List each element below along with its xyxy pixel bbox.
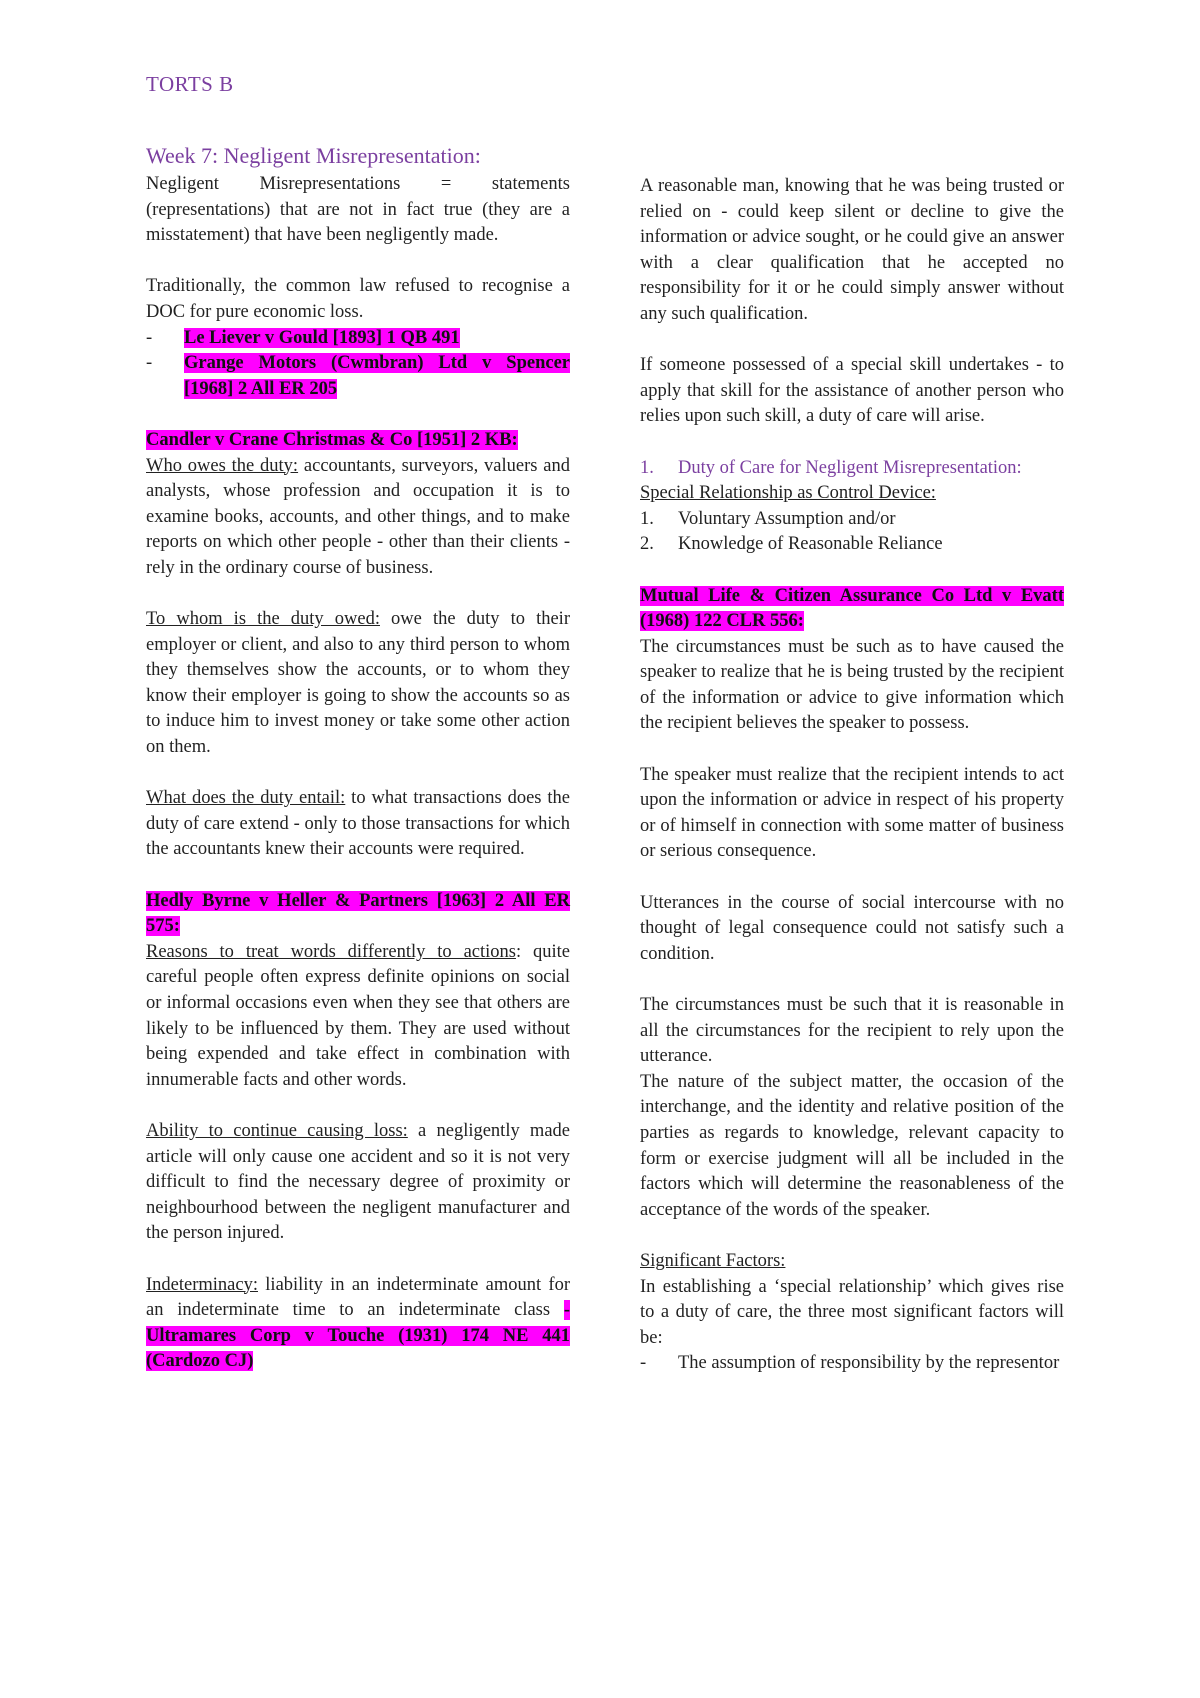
ultramares-citation: - Ultramares Corp v Touche (1931) 174 NE 441 (Cardozo CJ)	[146, 1300, 570, 1372]
duty-entail-label: What does the duty entail:	[146, 788, 346, 809]
mutual-paragraph-5: The nature of the subject matter, the occasion of the interchange, and the identity and relative position of the parties as regards to knowledge, relevant capacity to form or exercise judgment will all be included in the factors which will determine the reasonableness of the acceptance of the words of the speaker.	[640, 1071, 1064, 1220]
list-item: - The assumption of responsibility by the representor	[640, 1353, 1060, 1374]
intro-paragraph: Negligent Misrepresentations = statements (representations) that are not in fact true (they are a misstatement) that have been negligently made.	[146, 174, 570, 246]
list-item: - Le Liever v Gould [1893] 1 QB 491	[146, 327, 460, 348]
list-item: 2. Knowledge of Reasonable Reliance	[640, 534, 943, 555]
significant-factors-label: Significant Factors:	[640, 1250, 786, 1271]
case-citation: Grange Motors (Cwmbran) Ltd v Spencer [1968] 2 All ER 205	[184, 353, 570, 399]
hedly-heading: Hedly Byrne v Heller & Partners [1963] 2 All ER 575:	[146, 890, 570, 937]
ability-label: Ability to continue causing loss:	[146, 1120, 408, 1141]
early-cases-list	[146, 326, 570, 403]
special-skill-paragraph: If someone possessed of a special skill undertakes - to apply that skill for the assistance of another person who relies upon such skill, a duty of care will arise.	[640, 355, 1064, 427]
to-whom-paragraph: To whom is the duty owed: owe the duty to their employer or client, and also to any third person to whom they themselves show the accounts, or to whom they know their employer is going to show the accounts so as to induce him to invest money or take some other action on them.	[146, 609, 570, 758]
to-whom-label: To whom is the duty owed:	[146, 609, 380, 630]
reasons-label: Reasons to treat words differently to actions	[146, 941, 516, 962]
control-device-list	[640, 507, 1064, 558]
left-column	[146, 142, 570, 1375]
significant-factors-paragraph: In establishing a ‘special relationship’ which gives rise to a duty of care, the three most significant factors will be:	[640, 1276, 1064, 1348]
indeterminacy-paragraph: Indeterminacy: liability in an indeterminate amount for an indeterminate time to an indeterminate class - Ultramares Corp v Touche (1931) 174 NE 441 (Cardozo CJ)	[146, 1274, 570, 1372]
mutual-paragraph-4: The circumstances must be such that it is reasonable in all the circumstances for the recipient to rely upon the utterance.	[640, 995, 1064, 1067]
reasonable-man-paragraph: A reasonable man, knowing that he was being trusted or relied on - could keep silent or decline to give the information or advice sought, or he could give an answer with a clear qualification that he accepted no responsibility for it or he could simply answer without any such qualification.	[640, 176, 1064, 324]
who-owes-paragraph: Who owes the duty: accountants, surveyors, valuers and analysts, whose profession and occupation it is to examine books, accounts, and other things, and to make reports on which other people - other than their clients - rely in the ordinary course of business.	[146, 455, 570, 578]
mutual-paragraph-3: Utterances in the course of social intercourse with no thought of legal consequence could not satisfy such a condition.	[640, 892, 1064, 964]
ability-paragraph: Ability to continue causing loss: a negligently made article will only cause one accident and so it is not very difficult to find the necessary degree of proximity or neighbourhood between the negligent manufacturer and the person injured.	[146, 1120, 570, 1244]
candler-heading: Candler v Crane Christmas & Co [1951] 2 KB:	[146, 429, 518, 450]
case-citation: Le Liever v Gould [1893] 1 QB 491	[184, 327, 460, 348]
control-device-label: Special Relationship as Control Device:	[640, 483, 936, 504]
traditionally-paragraph: Traditionally, the common law refused to recognise a DOC for pure economic loss.	[146, 276, 570, 322]
list-item: 1. Voluntary Assumption and/or	[640, 508, 896, 529]
mutual-paragraph-2: The speaker must realize that the recipient intends to act upon the information or advice in respect of his property or of himself in connection with some matter of business or serious consequence.	[640, 764, 1064, 862]
indeterminacy-label: Indeterminacy:	[146, 1274, 258, 1295]
right-column	[640, 174, 1064, 1403]
document-header: TORTS B	[146, 72, 234, 96]
duty-entail-paragraph: What does the duty entail: to what transactions does the duty of care extend - only to those transactions for which the accountants knew their accounts were required.	[146, 788, 570, 860]
doc-heading: 1. Duty of Care for Negligent Misrepresentation:	[640, 457, 1022, 478]
week-title: Week 7: Negligent Misrepresentation:	[146, 143, 481, 168]
doc-heading-list	[640, 456, 1064, 482]
list-item: - Grange Motors (Cwmbran) Ltd v Spencer [1968] 2 All ER 205	[146, 353, 570, 399]
mutual-paragraph-1: The circumstances must be such as to have caused the speaker to realize that he is being trusted by the recipient of the information or advice to give information which the recipient believes the speaker to possess.	[640, 636, 1064, 734]
who-owes-label: Who owes the duty:	[146, 455, 299, 476]
mutual-life-heading: Mutual Life & Citizen Assurance Co Ltd v Evatt (1968) 122 CLR 556:	[640, 585, 1064, 632]
significant-factors-list	[640, 1351, 1064, 1377]
reasons-paragraph: Reasons to treat words differently to actions: quite careful people often express definite opinions on social or informal occasions even when they see that others are likely to be influenced by them. They are used without being expended and take effect in combination with innumerable facts and other words.	[146, 941, 570, 1090]
